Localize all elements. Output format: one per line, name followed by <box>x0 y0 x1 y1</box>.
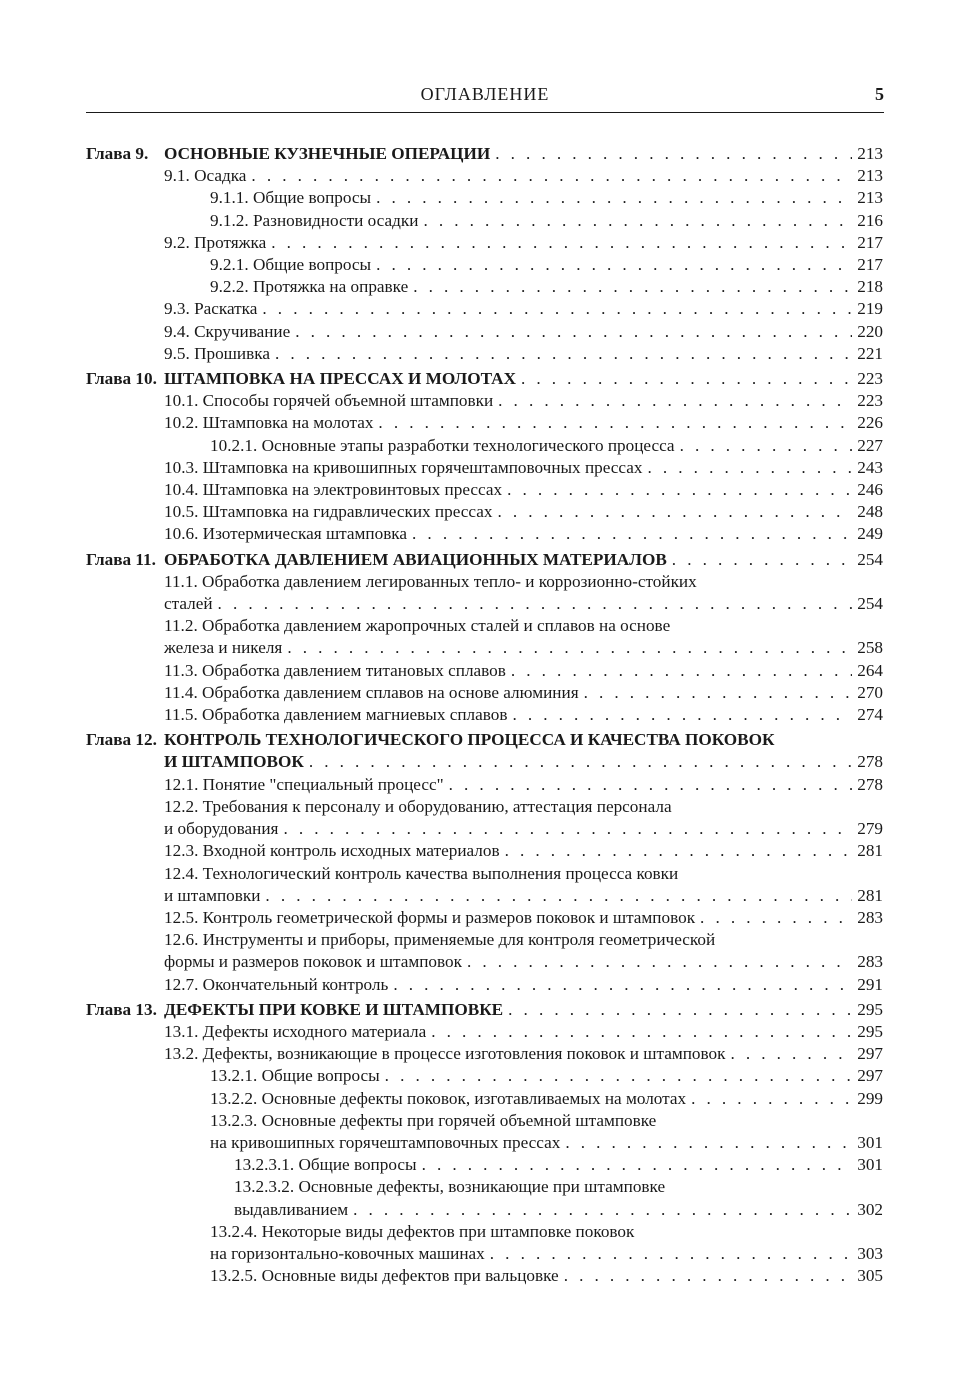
entry-title-line: 13.2.3.2. Основные дефекты, возникающие при штамповке <box>234 1177 666 1197</box>
chapter-heading <box>86 549 883 571</box>
toc-line <box>164 751 883 773</box>
toc-entry <box>86 929 883 973</box>
dot-leader <box>495 143 852 165</box>
entry-title: 9.1.2. Разновидности осадки <box>210 210 419 230</box>
dot-leader <box>512 704 852 726</box>
entry-title-line: 11.1. Обработка давлением легированных тепло- и коррозионно-стойких <box>164 571 697 591</box>
chapter-label: Глава 12. <box>86 730 157 750</box>
toc-entry <box>86 615 883 659</box>
toc-entry <box>86 1043 883 1065</box>
toc-entry <box>86 1176 883 1220</box>
page-ref: 219 <box>857 299 883 319</box>
toc-line <box>210 187 883 209</box>
entry-title: 12.1. Понятие "специальный процесс" <box>164 774 444 794</box>
dot-leader <box>521 368 852 390</box>
dot-leader <box>507 479 852 501</box>
page-ref: 281 <box>857 885 883 905</box>
dot-leader <box>498 390 852 412</box>
page-ref: 301 <box>857 1132 883 1152</box>
entry-title-line: 13.2.3. Основные дефекты при горячей объемной штамповке <box>210 1110 657 1130</box>
toc-line <box>164 165 883 187</box>
chapter-title <box>164 999 883 1021</box>
page-ref: 213 <box>857 144 883 163</box>
toc-entry <box>86 232 883 254</box>
toc-entry <box>86 1221 883 1265</box>
page-ref: 254 <box>857 594 883 614</box>
entry-title: 11.5. Обработка давлением магниевых сплавов <box>164 705 508 725</box>
page-ref: 221 <box>857 343 883 363</box>
toc-entry <box>86 1088 883 1110</box>
dot-leader <box>251 165 852 187</box>
dot-leader <box>378 412 852 434</box>
toc-entry <box>86 1110 883 1154</box>
dot-leader <box>271 232 852 254</box>
dot-leader <box>413 276 852 298</box>
toc-entry <box>86 343 883 365</box>
entry-title: 9.2. Протяжка <box>164 232 267 252</box>
toc-line <box>164 143 883 165</box>
toc-line <box>210 1065 883 1087</box>
toc-line <box>164 232 883 254</box>
toc-line <box>210 1132 883 1154</box>
dot-leader <box>393 974 852 996</box>
running-header <box>86 82 884 113</box>
toc-entry <box>86 1021 883 1043</box>
dot-leader <box>691 1088 852 1110</box>
entry-title: 10.4. Штамповка на электровинтовых прессах <box>164 480 503 500</box>
toc-entry <box>86 210 883 232</box>
table-of-contents <box>86 143 883 1290</box>
entry-title: на кривошипных горячештамповочных прессах <box>210 1132 561 1152</box>
entry-title: 13.1. Дефекты исходного материала <box>164 1021 427 1041</box>
dot-leader <box>497 501 852 523</box>
toc-entry <box>86 187 883 209</box>
chapter-block <box>86 999 883 1288</box>
entry-title: 13.2.3.1. Общие вопросы <box>234 1155 417 1175</box>
page-ref: 297 <box>857 1066 883 1086</box>
dot-leader <box>422 1154 853 1176</box>
chapter-title <box>164 729 883 773</box>
dot-leader <box>353 1199 852 1221</box>
toc-line <box>164 1021 883 1043</box>
chapter-label: Глава 9. <box>86 144 149 163</box>
toc-line <box>164 343 883 365</box>
toc-entry <box>86 479 883 501</box>
toc-entry <box>86 435 883 457</box>
dot-leader <box>564 1265 853 1287</box>
page-ref: 279 <box>857 819 883 839</box>
toc-line <box>164 774 883 796</box>
dot-leader <box>275 343 852 365</box>
page-ref: 218 <box>857 277 883 297</box>
toc-entry <box>86 390 883 412</box>
page-ref: 283 <box>857 907 883 927</box>
chapter-title <box>164 368 883 390</box>
entry-title: ОБРАБОТКА ДАВЛЕНИЕМ АВИАЦИОННЫХ МАТЕРИАЛОВ <box>164 549 667 569</box>
chapter-title <box>164 143 883 165</box>
chapter-block <box>86 368 883 546</box>
toc-line <box>164 457 883 479</box>
toc-entry <box>86 501 883 523</box>
toc-entry <box>86 704 883 726</box>
toc-line <box>210 210 883 232</box>
page-ref: 295 <box>857 1021 883 1041</box>
toc-line <box>164 479 883 501</box>
toc-line <box>164 660 883 682</box>
chapter-label: Глава 11. <box>86 549 156 569</box>
dot-leader <box>584 682 853 704</box>
chapter-label: Глава 13. <box>86 999 157 1019</box>
toc-entry <box>86 571 883 615</box>
entry-title: 13.2.2. Основные дефекты поковок, изготавливаемых на молотах <box>210 1088 687 1108</box>
header-title: ОГЛАВЛЕНИЕ <box>420 84 550 104</box>
dot-leader <box>672 549 852 571</box>
chapter-heading <box>86 999 883 1021</box>
toc-entry <box>86 1065 883 1087</box>
page-ref: 299 <box>857 1088 883 1108</box>
chapter-heading <box>86 729 883 773</box>
toc-entry <box>86 276 883 298</box>
dot-leader <box>295 321 852 343</box>
page-ref: 291 <box>857 974 883 994</box>
entry-title-line: 12.6. Инструменты и приборы, применяемые для контроля геометрической <box>164 930 716 950</box>
toc-line <box>164 637 883 659</box>
chapter-heading <box>86 368 883 390</box>
entry-title: 13.2.1. Общие вопросы <box>210 1066 380 1086</box>
toc-line <box>164 704 883 726</box>
toc-entry <box>86 660 883 682</box>
entry-title-line: 12.2. Требования к персоналу и оборудованию, аттестация персонала <box>164 796 672 816</box>
dot-leader <box>730 1043 852 1065</box>
toc-entry <box>86 523 883 545</box>
page-ref: 213 <box>857 188 883 208</box>
toc-line <box>164 885 883 907</box>
page-ref: 217 <box>857 255 883 275</box>
page-ref: 283 <box>857 952 883 972</box>
toc-line <box>234 1154 883 1176</box>
page-ref: 248 <box>857 502 883 522</box>
entry-title: 9.1. Осадка <box>164 166 247 186</box>
page-ref: 254 <box>857 549 883 569</box>
toc-entry <box>86 974 883 996</box>
page-ref: 249 <box>857 524 883 544</box>
toc-entry <box>86 840 883 862</box>
dot-leader <box>431 1021 852 1043</box>
toc-line <box>164 907 883 929</box>
entry-title: 9.1.1. Общие вопросы <box>210 188 372 208</box>
page-ref: 270 <box>857 682 883 702</box>
entry-title: формы и размеров поковок и штамповок <box>164 952 462 972</box>
entry-title-line: 13.2.4. Некоторые виды дефектов при штамповке поковок <box>210 1221 635 1241</box>
page-ref: 223 <box>857 391 883 411</box>
toc-line <box>164 974 883 996</box>
toc-line <box>164 368 883 390</box>
entry-title: и оборудования <box>164 819 279 839</box>
toc-entry <box>86 412 883 434</box>
entry-title: 10.2.1. Основные этапы разработки технологического процесса <box>210 435 675 455</box>
entry-title: 9.4. Скручивание <box>164 321 291 341</box>
page-ref: 217 <box>857 232 883 252</box>
toc-line <box>210 1243 883 1265</box>
toc-line <box>164 390 883 412</box>
entry-title: 11.3. Обработка давлением титановых сплавов <box>164 660 506 680</box>
dot-leader <box>511 660 852 682</box>
toc-entry <box>86 254 883 276</box>
page-ref: 278 <box>857 752 883 772</box>
chapter-title-line: КОНТРОЛЬ ТЕХНОЛОГИЧЕСКОГО ПРОЦЕССА И КАЧЕСТВА ПОКОВОК <box>164 730 775 750</box>
entry-title: сталей <box>164 594 213 614</box>
entry-title: 10.3. Штамповка на кривошипных горячештамповочных прессах <box>164 457 643 477</box>
dot-leader <box>385 1065 853 1087</box>
toc-line <box>164 549 883 571</box>
toc-entry <box>86 1265 883 1287</box>
chapter-heading <box>86 143 883 165</box>
entry-title: железа и никеля <box>164 638 283 658</box>
toc-line <box>164 501 883 523</box>
page-ref: 305 <box>857 1266 883 1286</box>
dot-leader <box>412 523 852 545</box>
entry-title: ШТАМПОВКА НА ПРЕССАХ И МОЛОТАХ <box>164 369 516 389</box>
toc-entry <box>86 298 883 320</box>
toc-line <box>210 276 883 298</box>
toc-line <box>210 435 883 457</box>
page-ref: 274 <box>857 705 883 725</box>
entry-title: и штамповки <box>164 885 261 905</box>
toc-entry <box>86 682 883 704</box>
toc-line <box>164 593 883 615</box>
page-ref: 303 <box>857 1243 883 1263</box>
toc-line <box>164 523 883 545</box>
dot-leader <box>287 637 852 659</box>
toc-entry <box>86 863 883 907</box>
page-ref: 220 <box>857 321 883 341</box>
dot-leader <box>565 1132 852 1154</box>
page-ref: 213 <box>857 166 883 186</box>
page-ref: 297 <box>857 1044 883 1064</box>
entry-title: 9.2.1. Общие вопросы <box>210 255 372 275</box>
entry-title-line: 11.2. Обработка давлением жаропрочных сталей и сплавов на основе <box>164 616 671 636</box>
dot-leader <box>680 435 853 457</box>
toc-line <box>210 1265 883 1287</box>
toc-line <box>210 254 883 276</box>
page-ref: 278 <box>857 774 883 794</box>
toc-entry <box>86 907 883 929</box>
dot-leader <box>467 951 852 973</box>
toc-line <box>164 818 883 840</box>
entry-title: 9.2.2. Протяжка на оправке <box>210 277 409 297</box>
toc-line <box>164 321 883 343</box>
dot-leader <box>700 907 852 929</box>
page-ref: 301 <box>857 1155 883 1175</box>
entry-title-line: 12.4. Технологический контроль качества выполнения процесса ковки <box>164 863 679 883</box>
page-ref: 258 <box>857 638 883 658</box>
entry-title: 13.2.5. Основные виды дефектов при вальцовке <box>210 1266 559 1286</box>
toc-entry <box>86 796 883 840</box>
toc-entry <box>86 165 883 187</box>
entry-title: 9.5. Прошивка <box>164 343 270 363</box>
page-ref: 223 <box>857 369 883 389</box>
toc-line <box>164 999 883 1021</box>
entry-title: 11.4. Обработка давлением сплавов на основе алюминия <box>164 682 579 702</box>
entry-title: ДЕФЕКТЫ ПРИ КОВКЕ И ШТАМПОВКЕ <box>164 999 504 1019</box>
toc-line <box>234 1199 883 1221</box>
dot-leader <box>505 840 853 862</box>
toc-entry <box>86 774 883 796</box>
dot-leader <box>423 210 852 232</box>
dot-leader <box>449 774 853 796</box>
dot-leader <box>648 457 853 479</box>
dot-leader <box>262 298 852 320</box>
entry-title: 10.5. Штамповка на гидравлических прессах <box>164 502 493 522</box>
entry-title: 13.2. Дефекты, возникающие в процессе изготовления поковок и штамповок <box>164 1044 726 1064</box>
entry-title: ОСНОВНЫЕ КУЗНЕЧНЫЕ ОПЕРАЦИИ <box>164 144 491 163</box>
page-ref: 227 <box>857 435 883 455</box>
chapter-title <box>164 549 883 571</box>
page-ref: 264 <box>857 660 883 680</box>
page-ref: 281 <box>857 841 883 861</box>
chapter-block <box>86 549 883 727</box>
dot-leader <box>218 593 853 615</box>
dot-leader <box>283 818 852 840</box>
page-ref: 246 <box>857 480 883 500</box>
toc-entry <box>86 1154 883 1176</box>
dot-leader <box>376 187 852 209</box>
page-number: 5 <box>875 84 884 104</box>
entry-title: 10.6. Изотермическая штамповка <box>164 524 408 544</box>
entry-title: И ШТАМПОВОК <box>164 752 304 772</box>
dot-leader <box>490 1243 852 1265</box>
toc-line <box>164 298 883 320</box>
page-ref: 216 <box>857 210 883 230</box>
toc-line <box>164 412 883 434</box>
toc-line <box>164 840 883 862</box>
dot-leader <box>309 751 852 773</box>
entry-title: 12.5. Контроль геометрической формы и размеров поковок и штамповок <box>164 907 696 927</box>
page-ref: 243 <box>857 457 883 477</box>
dot-leader <box>376 254 852 276</box>
dot-leader <box>508 999 852 1021</box>
page-ref: 226 <box>857 413 883 433</box>
page-ref: 302 <box>857 1199 883 1219</box>
chapter-label: Глава 10. <box>86 369 157 389</box>
chapter-block <box>86 143 883 365</box>
page-ref: 295 <box>857 999 883 1019</box>
entry-title: 10.2. Штамповка на молотах <box>164 413 374 433</box>
toc-line <box>210 1088 883 1110</box>
toc-line <box>164 682 883 704</box>
entry-title: 12.7. Окончательный контроль <box>164 974 389 994</box>
toc-entry <box>86 457 883 479</box>
dot-leader <box>265 885 852 907</box>
entry-title: 9.3. Раскатка <box>164 299 258 319</box>
toc-line <box>164 1043 883 1065</box>
toc-line <box>164 951 883 973</box>
chapter-block <box>86 729 883 995</box>
entry-title: 10.1. Способы горячей объемной штамповки <box>164 391 494 411</box>
toc-entry <box>86 321 883 343</box>
entry-title: 12.3. Входной контроль исходных материалов <box>164 841 500 861</box>
entry-title: на горизонтально-ковочных машинах <box>210 1243 485 1263</box>
entry-title: выдавливанием <box>234 1199 349 1219</box>
